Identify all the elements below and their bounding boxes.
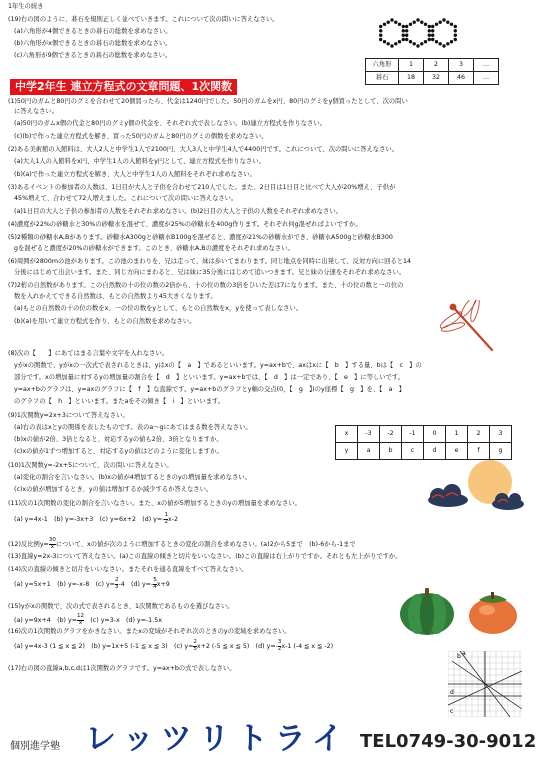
q15-stem: (15)yがxの関数で、次の式で表されるとき、1次関数であるものを選びなさい。 xyxy=(8,603,234,610)
go-stone xyxy=(450,23,453,26)
go-stone xyxy=(442,18,445,21)
q15-options xyxy=(14,614,532,626)
q14-d-tail: x+9 xyxy=(156,581,170,588)
hexagon-sequence-table xyxy=(365,58,499,85)
q7-b: (b)(a)を用いて連立方程式を作り、もとの自然数を求めなさい。 xyxy=(14,318,196,325)
q15-a: (a) y=9x+4 (b) y= xyxy=(14,617,78,624)
moon-clouds-illustration xyxy=(418,458,528,520)
q10-c: (c)xの値が増加するとき、yの値は増加するか減少するか答えなさい。 xyxy=(14,486,213,493)
xy-cell: 0 xyxy=(424,426,446,443)
xy-cell: -2 xyxy=(380,426,402,443)
go-stone xyxy=(383,23,386,26)
q12-pre: (12)反比例y= xyxy=(8,541,49,548)
xy-cell: a xyxy=(358,443,380,460)
frac-den: 5 xyxy=(193,645,197,652)
q11-options xyxy=(14,513,532,525)
seq-row1-label: 六角形 xyxy=(366,59,399,72)
q4: (4)濃度が22%の砂糖水と30%の砂糖水を混ぜて、濃度が25%の砂糖水を400g作ります。それぞれ何g混ぜればよいですか。 xyxy=(8,221,362,228)
q15-rest: (c) y=3-x (d) y=-1.5x xyxy=(90,617,162,624)
q14-a: (a) y=5x+1 (b) y=-x-8 (c) y= xyxy=(14,581,115,588)
seq-row2-label: 碁石 xyxy=(366,72,399,85)
xy-cell: 2 xyxy=(468,426,490,443)
q8-line2: yがxの関数で、yがxの一次式で表されるときは、yはxの【 a 】であるといいます。y=ax+bで、axはxに【 b 】する量、bは【 c 】の xyxy=(14,362,422,369)
q11-opts: (a) y=4x-1 (b) y=-3x+3 (c) y=6x+2 (d) y=- xyxy=(14,516,165,523)
go-stone xyxy=(431,38,434,41)
go-stone xyxy=(439,42,442,45)
go-stone xyxy=(416,18,419,21)
go-stone xyxy=(387,21,390,24)
frac-num: 2 xyxy=(114,577,119,583)
go-stone xyxy=(428,25,431,28)
q2-b: (b)(a)で作った連立方程式を解き、大人と中学生1人の入館料をそれぞれ求めなさい。 xyxy=(14,171,256,178)
go-stone xyxy=(394,21,397,24)
go-stone xyxy=(435,23,438,26)
frac-num: 2 xyxy=(193,639,197,645)
xy-y-label: y xyxy=(336,443,358,460)
q1-stem2: に答えなさい。 xyxy=(14,108,59,115)
go-stone xyxy=(379,38,382,41)
seq-cell: 46 xyxy=(449,72,474,85)
fraction xyxy=(77,614,84,626)
q7-a: (a)もとの自然数の十の位の数をx、一の位の数をyとして、もとの自然数をx，yを使って表しなさい。 xyxy=(14,305,303,312)
go-stone xyxy=(428,34,431,37)
label-d: d xyxy=(450,689,454,696)
label-c: c xyxy=(450,708,454,715)
xy-cell: b xyxy=(380,443,402,460)
xy-cell: -1 xyxy=(402,426,424,443)
seq-cell: 3 xyxy=(449,59,474,72)
go-stone xyxy=(413,42,416,45)
frac-num: 5 xyxy=(153,577,157,583)
go-stone xyxy=(413,21,416,24)
xy-table xyxy=(335,425,512,460)
frac-num: 12 xyxy=(77,613,85,619)
go-stone xyxy=(402,38,405,41)
go-stone xyxy=(454,38,457,41)
go-stone xyxy=(387,42,390,45)
go-stone xyxy=(424,40,427,43)
go-stone xyxy=(416,44,419,47)
go-stone xyxy=(420,21,423,24)
phone-number: TEL0749-30-9012 xyxy=(360,731,537,752)
q3-a: (a)1日目の大人と子供の参加者の人数をそれぞれ求めなさい。(b)2日目の大人と子供の人数をそれぞれ求めなさい。 xyxy=(14,208,342,215)
go-stone xyxy=(379,34,382,37)
q9-stem: (9)1次関数y=2x+3について答えなさい。 xyxy=(8,412,129,419)
xy-cell: f xyxy=(468,443,490,460)
seq-cell: 18 xyxy=(399,72,424,85)
xy-cell: g xyxy=(490,443,512,460)
q12 xyxy=(8,538,532,550)
go-stone xyxy=(454,25,457,28)
q14-stem: (14)次の直線の傾きと切片をいいなさい。またそれを通る直線をすべて答えなさい。 xyxy=(8,566,248,573)
q3-stem2: 45%増えて、合わせて72人増えました。これについて次の問いに答えなさい。 xyxy=(14,195,238,202)
hexagon-stones-figure xyxy=(378,12,460,54)
q10-a: (a)変化の割合を言いなさい。(b)xの値が4増加するときのyの増加量を求めなさい。 xyxy=(14,474,251,481)
xy-cell: 1 xyxy=(446,426,468,443)
seq-cell: … xyxy=(474,59,499,72)
frac-den: 3 xyxy=(114,583,119,590)
label-b: b xyxy=(457,653,461,660)
seq-cell: 32 xyxy=(424,72,449,85)
go-stone xyxy=(398,40,401,43)
q19-stem: (19)右の図のように、碁石を規則正しく並べていきます。これについて次の問いに答えなさい。 xyxy=(8,16,279,23)
frac-num: 1 xyxy=(164,512,168,518)
q17-line-graph xyxy=(448,651,522,717)
go-stone xyxy=(431,34,434,37)
q16-c-tail: x+2 (-5 ≦ x ≦ 5) (d) y=- xyxy=(196,643,278,650)
go-stone xyxy=(402,25,405,28)
go-stone xyxy=(446,21,449,24)
school-type-label: 個別進学塾 xyxy=(10,741,60,752)
go-stone xyxy=(409,40,412,43)
go-stone xyxy=(446,42,449,45)
frac-den: 2 xyxy=(277,645,282,652)
seq-cell: … xyxy=(474,72,499,85)
q3-stem: (3)あるイベントの参加者の人数は、1日目が大人と子供を合わせて210人でした。また、2日目は1日目と比べて大人が20%増え、子供が xyxy=(8,184,396,191)
go-stone xyxy=(431,25,434,28)
frac-den: 4 xyxy=(153,583,157,590)
frac-num: 3 xyxy=(277,639,282,645)
xy-cell: c xyxy=(402,443,424,460)
q8-line5: のグラフの【 h 】といいます。またaをその傾き【 i 】といいます。 xyxy=(14,398,225,405)
q2-a: (a)大人1人の入館料をx円、中学生1人の入館料をy円として、連立方程式を作りなさい。 xyxy=(14,158,265,165)
q9-c: (c)xの値が1ずつ増加すると、対応するyの値はどのように変化しますか。 xyxy=(14,448,223,455)
q16-stem: (16)次の1次関数のグラフをかきなさい。またxの変域がそれぞれ次のときのyの変域を求めなさい。 xyxy=(8,628,291,635)
go-stone xyxy=(454,34,457,37)
go-stone xyxy=(442,44,445,47)
continued-label: 1年生の続き xyxy=(8,3,44,10)
q9-b: (b)xの値が2倍、3倍となると、対応するyの値も2倍、3倍となりますか。 xyxy=(14,436,223,443)
q8-line1: (8)次の【 】にあてはまる言葉や文字を入れなさい。 xyxy=(8,350,169,357)
xy-x-label: x xyxy=(336,426,358,443)
q19-c: (c)六角形が9個できるときの碁石の総数を求めなさい。 xyxy=(14,52,172,59)
go-stone xyxy=(435,40,438,43)
xy-cell: 3 xyxy=(490,426,512,443)
q11-stem: (11)次の1次関数の変化の割合を言いなさい。また、xの値が5増加するときのyの増加量を求めなさい。 xyxy=(8,500,301,507)
go-stone xyxy=(390,18,393,21)
q6-line2: 分後にはじめて出会います。また、同じ方向にまわると、兄は妹に35分後にはじめて追いつきます。兄と妹の分速をそれぞれ求めなさい。 xyxy=(14,269,406,276)
go-stone xyxy=(450,40,453,43)
fraction xyxy=(49,538,56,550)
q14-mid: -4 (d) y=- xyxy=(118,581,154,588)
brand-logo-text: レッツリトライ xyxy=(85,721,350,757)
go-stone xyxy=(409,23,412,26)
go-stone xyxy=(390,44,393,47)
go-stone xyxy=(383,40,386,43)
go-stone xyxy=(454,29,457,32)
q16-d-tail: x-1 (-4 ≦ x ≦ -2) xyxy=(281,643,334,650)
q5-line2: gを混ぜると濃度が20%の砂糖水ができます。このとき、砂糖水A,Bの濃度をそれぞれ求めなさい。 xyxy=(14,245,294,252)
frac-den: 2 xyxy=(164,518,168,525)
go-stone xyxy=(431,29,434,32)
seq-cell: 1 xyxy=(399,59,424,72)
q17: (17)右の図の直線a,b,c,dは1次関数のグラフです。y=ax+bの式で表しなさい。 xyxy=(8,665,236,672)
q12-post: について、xの値が次のように増加するときの変化の割合を求めなさい。(a)2から5まで (b)-6から-1まで xyxy=(55,541,356,548)
q13: (13)直線y=2x-3について答えなさい。(a)この直線の傾きと切片をいいなさい。(b)この直線は右上がりですか。それとも左上がりですか。 xyxy=(8,553,402,560)
go-stone xyxy=(394,42,397,45)
go-stone xyxy=(402,34,405,37)
q7-line1: (7)2桁の自然数があります。この自然数の十の位の数の2倍から、十の位の数の3倍をひいた差は7になります。また、十の位の数と一の位の xyxy=(8,282,404,289)
q6-line1: (6)周囲が2800mの池があります。この池のまわりを、兄は走って、妹は歩いてまわります。同じ地点を同時に出発して、反対方向に回ると14 xyxy=(8,258,412,265)
line-b xyxy=(452,661,522,709)
xy-cell: e xyxy=(446,443,468,460)
go-stone xyxy=(398,23,401,26)
go-stone xyxy=(428,29,431,32)
xy-cell: d xyxy=(424,443,446,460)
go-stone xyxy=(424,23,427,26)
go-stone xyxy=(405,38,408,41)
frac-num: 30 xyxy=(48,537,56,543)
go-stone xyxy=(439,21,442,24)
go-stone xyxy=(379,29,382,32)
label-a: a xyxy=(462,651,466,657)
q9-a: (a)右の表はxとyの関係を表したものです。表のa～gにあてはまる数を答えなさい。 xyxy=(14,424,252,431)
q1-stem: (1)50円のガムと80円のグミを合わせて20個買ったら、代金は1240円でした。50円のガムをx円、80円のグミをy個買ったとして、次の問い xyxy=(8,98,408,105)
section-title: 中学2年生 連立方程式の文章問題、1次関数 xyxy=(10,79,237,95)
q19-b: (b)六角形がx個できるときの碁石の総数を求めなさい。 xyxy=(14,40,172,47)
q1-a: (a)50円のガムx個の代金と80円のグミy個の代金を、それぞれ式で表しなさい。(b)連立方程式を作りなさい。 xyxy=(14,120,326,127)
go-stone xyxy=(379,25,382,28)
q8-line4: y=ax+bのグラフは、y=axのグラフに【 f 】な直線です。y=ax+bのグラフとy軸の交点(0，【 g 】)のy座標【 g 】を、【 a 】 xyxy=(14,386,406,393)
go-stone xyxy=(428,38,431,41)
q2-stem: (2)ある美術館の入館料は、大人2人と中学生1人で2100円、大人3人と中学生4人で4400円です。これについて、次の問いに答えなさい。 xyxy=(8,146,398,153)
q8-line3: 部分です。xの増加量に対するyの増加量の割合を【 d 】といいます。y=ax+bでは、【 d 】は一定であり、【 e 】に等しいです。 xyxy=(14,374,404,381)
go-stone xyxy=(405,25,408,28)
go-stone xyxy=(405,34,408,37)
q10-stem: (10)1次関数y=-2x+5について、次の問いに答えなさい。 xyxy=(8,462,173,469)
frac-den: x xyxy=(78,619,83,626)
q11-d-tail: x-2 xyxy=(167,516,178,523)
q16-a: (a) y=4x-3 (1 ≦ x ≦ 2) (b) y=1x+5 (-1 ≦ x ≦ 3) (c) y= xyxy=(14,643,194,650)
xy-cell: -3 xyxy=(358,426,380,443)
q7-line2: 数を入れかえてできる自然数は、もとの自然数より45大きくなります。 xyxy=(14,293,217,300)
go-stone xyxy=(420,42,423,45)
go-stone xyxy=(405,29,408,32)
go-stone xyxy=(402,29,405,32)
seq-cell: 2 xyxy=(424,59,449,72)
q5-line1: (5)2種類の砂糖水A,Bがあります。砂糖水A300gと砂糖水B100gを混ぜると、濃度が21%の砂糖水ができ、砂糖水A500gと砂糖水B300 xyxy=(8,234,393,241)
q19-a: (a)六角形が4個できるときの碁石の総数を求めなさい。 xyxy=(14,28,172,35)
q1-c: (c)(b)で作った連立方程式を解き、買った50円のガムと80円のグミの個数を求めなさい。 xyxy=(14,133,268,140)
frac-den: x xyxy=(50,543,54,550)
